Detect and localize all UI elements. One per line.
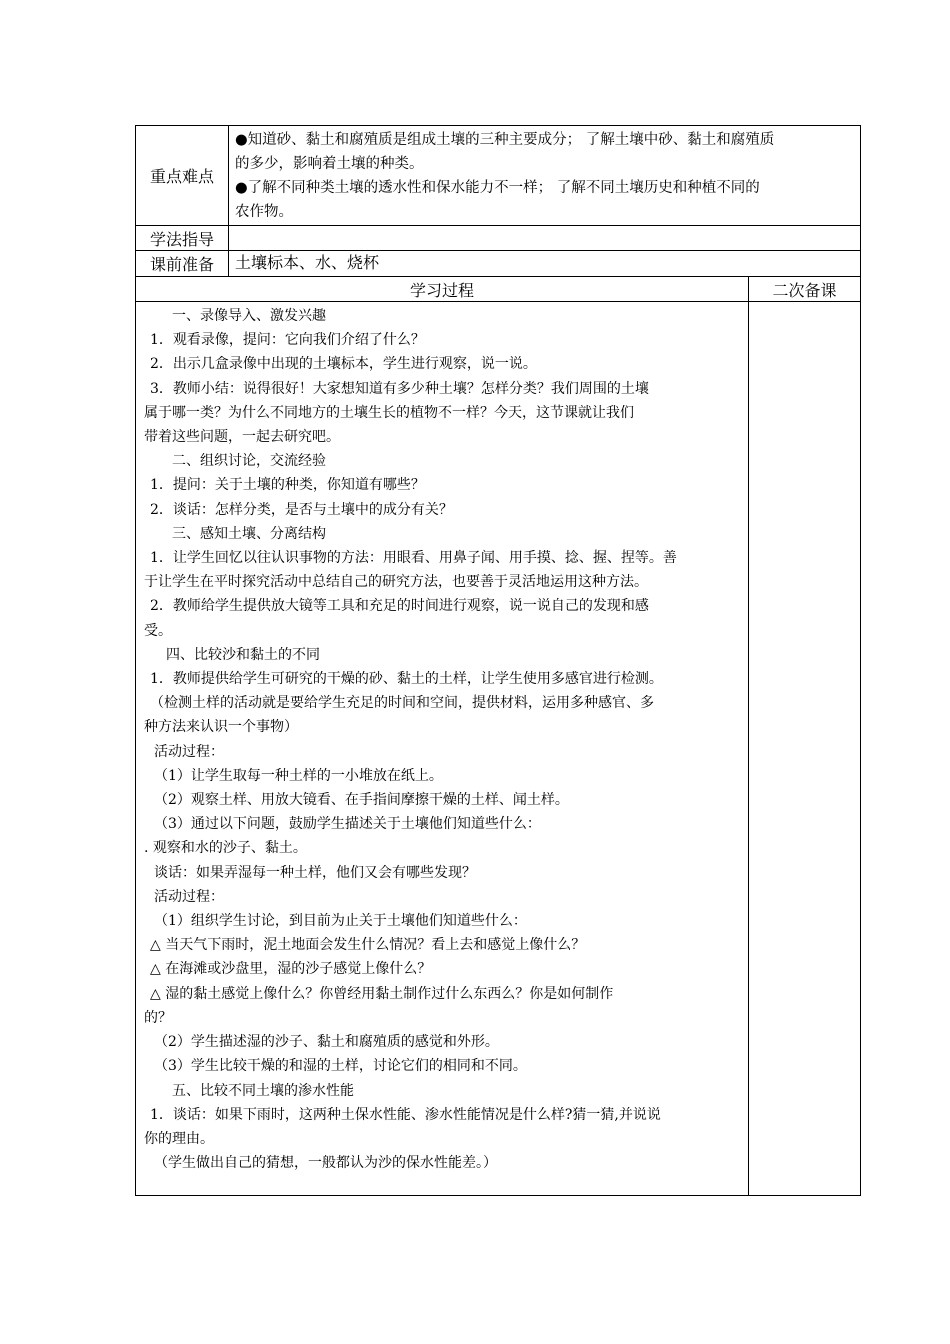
- process-line: △ 当天气下雨时，泥土地面会发生什么情况？看上去和感觉上像什么？: [150, 937, 586, 954]
- process-line: （3）通过以下问题，鼓励学生描述关于土壤他们知道些什么：: [154, 816, 541, 833]
- section-heading: 二、组织讨论，交流经验: [172, 453, 326, 470]
- process-line: 2．教师给学生提供放大镜等工具和充足的时间进行观察，说一说自己的发现和感: [150, 598, 649, 615]
- process-line: 受。: [144, 622, 172, 639]
- study-guide-value: [229, 226, 860, 250]
- process-line: （2）观察土样、用放大镜看、在手指间摩擦干燥的土样、闻土样。: [154, 792, 569, 809]
- process-line: 活动过程：: [154, 743, 224, 760]
- process-line: （学生做出自己的猜想，一般都认为沙的保水性能差。）: [154, 1155, 497, 1172]
- process-line: 谈话：如果弄湿每一种土样，他们又会有哪些发现？: [154, 864, 476, 881]
- preparation-value: 土壤标本、水、烧杯: [235, 253, 380, 272]
- second-prep-header: 二次备课: [772, 280, 837, 300]
- key-points-row: [135, 125, 861, 226]
- preparation-row: [135, 250, 861, 277]
- process-line: 属于哪一类？为什么不同地方的土壤生长的植物不一样？今天，这节课就让我们: [144, 404, 634, 421]
- study-guide-row: [135, 225, 861, 251]
- process-line: 1．谈话：如果下雨时，这两种土保水性能、渗水性能情况是什么样?猜一猜,并说说: [150, 1106, 661, 1123]
- second-prep-column: [749, 302, 860, 1195]
- process-header-row: [135, 276, 861, 302]
- process-line: . 观察和水的沙子、黏土。: [144, 840, 307, 857]
- key-points-label: 重点难点: [136, 126, 229, 225]
- key-points-line: 的多少，影响着土壤的种类。: [235, 156, 424, 172]
- key-points-line: ●了解不同种类土壤的透水性和保水能力不一样； 了解不同土壤历史和种植不同的: [235, 180, 760, 196]
- process-line: 1．观看录像，提问：它向我们介绍了什么？: [150, 332, 425, 349]
- key-points-content: [229, 126, 860, 225]
- process-line: （1）组织学生讨论，到目前为止关于土壤他们知道些什么：: [154, 913, 527, 930]
- process-line: 你的理由。: [144, 1130, 214, 1147]
- process-line: 2．谈话：怎样分类，是否与土壤中的成分有关？: [150, 501, 453, 518]
- process-line: 活动过程：: [154, 888, 224, 905]
- study-guide-label: 学法指导: [136, 226, 229, 250]
- process-line: 2．出示几盒录像中出现的土壤标本，学生进行观察，说一说。: [150, 356, 537, 373]
- process-line: （检测土样的活动就是要给学生充足的时间和空间，提供材料，运用多种感官、多: [150, 695, 654, 712]
- section-heading: 四、比较沙和黏土的不同: [166, 646, 320, 663]
- process-line: 3．教师小结：说得很好！大家想知道有多少种土壤？怎样分类？我们周围的土壤: [150, 380, 649, 397]
- process-content: [136, 302, 749, 1195]
- process-line: △ 在海滩或沙盘里，湿的沙子感觉上像什么？: [150, 961, 432, 978]
- process-header-title: 学习过程: [136, 277, 749, 301]
- process-line: 1．提问：关于土壤的种类，你知道有哪些？: [150, 477, 425, 494]
- process-line: 种方法来认识一个事物）: [144, 719, 298, 736]
- process-body-row: [135, 301, 861, 1196]
- key-points-line: 农作物。: [235, 204, 293, 220]
- process-line: △ 湿的黏土感觉上像什么？你曾经用黏土制作过什么东西么？你是如何制作: [150, 985, 614, 1002]
- process-line: 1．教师提供给学生可研究的干燥的砂、黏土的土样，让学生使用多感官进行检测。: [150, 671, 663, 688]
- preparation-label: 课前准备: [136, 251, 229, 276]
- section-heading: 三、感知土壤、分离结构: [172, 525, 326, 542]
- process-line: 于让学生在平时探究活动中总结自己的研究方法，也要善于灵活地运用这种方法。: [144, 574, 648, 591]
- section-heading: 一、录像导入、激发兴趣: [172, 308, 326, 324]
- process-line: （1）让学生取每一种土样的一小堆放在纸上。: [154, 767, 443, 784]
- process-line: 1．让学生回忆以往认识事物的方法：用眼看、用鼻子闻、用手摸、捻、握、捏等。善: [150, 550, 677, 567]
- process-line: （2）学生描述湿的沙子、黏土和腐殖质的感觉和外形。: [154, 1034, 499, 1051]
- process-line: 的？: [144, 1009, 172, 1026]
- process-line: （3）学生比较干燥的和湿的土样，讨论它们的相同和不同。: [154, 1058, 527, 1075]
- process-line: 带着这些问题，一起去研究吧。: [144, 429, 340, 446]
- section-heading: 五、比较不同土壤的渗水性能: [172, 1082, 354, 1099]
- key-points-line: ●知道砂、黏土和腐殖质是组成土壤的三种主要成分； 了解土壤中砂、黏土和腐殖质: [235, 132, 775, 148]
